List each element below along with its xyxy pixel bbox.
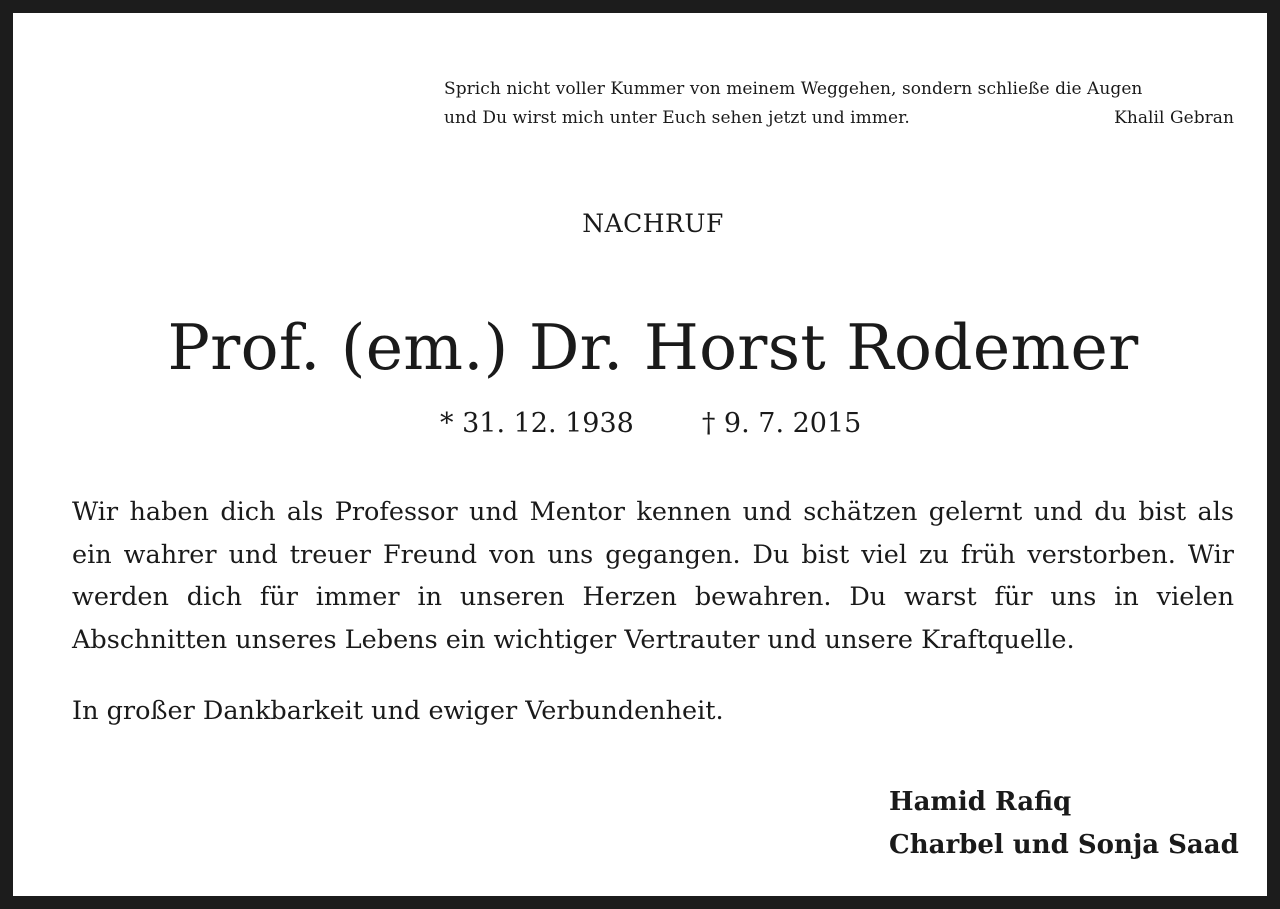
closing-line: In großer Dankbarkeit und ewiger Verbundenheit. [72, 696, 724, 726]
signers [889, 781, 1239, 867]
death-date: † 9. 7. 2015 [701, 408, 862, 439]
life-dates [440, 408, 861, 439]
tribute-paragraph: Wir haben dich als Professor und Mentor kennen und schätzen gelernt und du bist als ein wahrer und treuer Freund von uns gegangen. Du bist viel zu früh verstorben. Wir werden dich für immer in unseren Herzen bewahren. Du warst für uns in vielen Abschnitten unseres Lebens ein wichtiger Vertrauter und unsere Kraftquelle. [72, 497, 1234, 655]
signer-1: Hamid Rafiq [889, 787, 1072, 817]
epigraph-quote [444, 75, 1234, 133]
signer-2: Charbel und Sonja Saad [889, 830, 1239, 860]
quote-line-2-row [444, 104, 1234, 133]
quote-author: Khalil Gebran [1114, 108, 1234, 128]
notice-heading: NACHRUF [582, 209, 724, 238]
quote-line-1: Sprich nicht voller Kummer von meinem Weggehen, sondern schließe die Augen [444, 79, 1143, 99]
birth-date: * 31. 12. 1938 [440, 408, 634, 439]
deceased-name: Prof. (em.) Dr. Horst Rodemer [167, 311, 1139, 384]
quote-line-2: und Du wirst mich unter Euch sehen jetzt und immer. [444, 108, 910, 128]
